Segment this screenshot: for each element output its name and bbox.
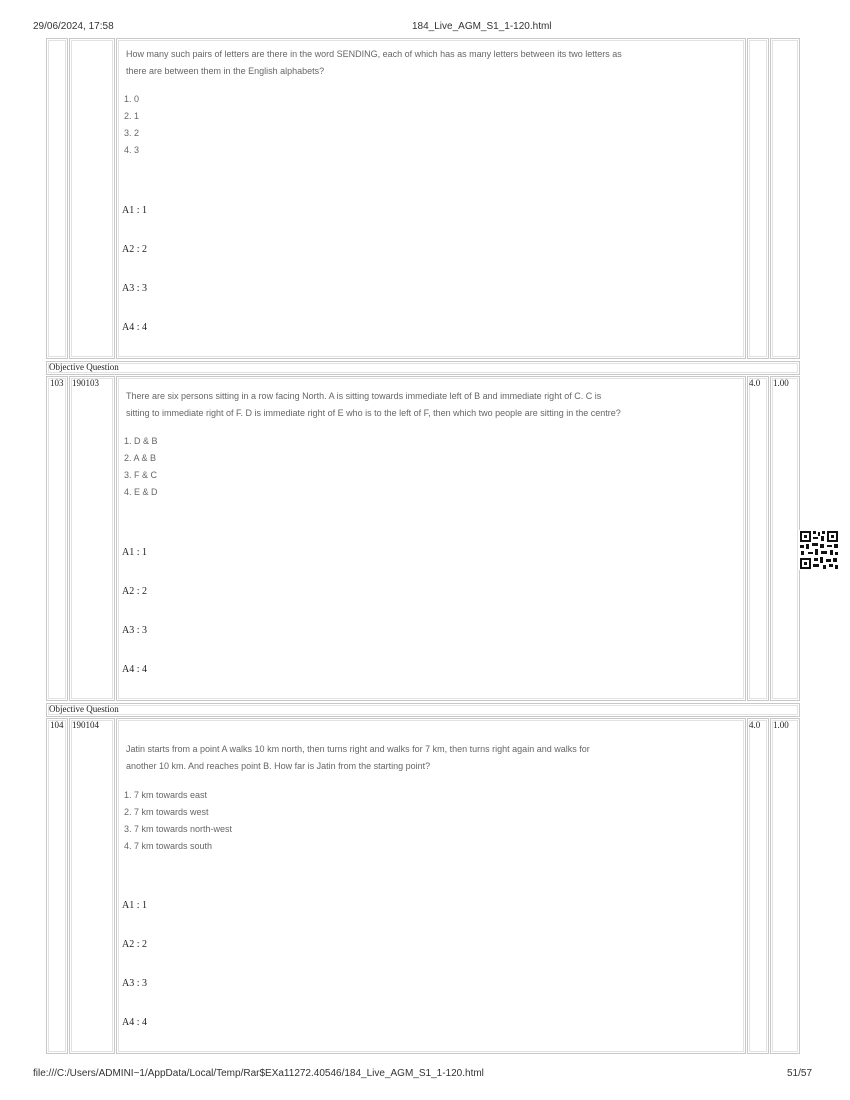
qid-cell — [69, 376, 115, 701]
neg-cell — [770, 376, 800, 701]
marks-value: 4.0 — [749, 378, 761, 388]
sno-cell — [46, 718, 68, 1054]
option-1: 1. 0 — [124, 94, 140, 104]
question-text: Jatin starts from a point A walks 10 km north, then turns right and walks for 7 km, then turns right again and walks for another 10 km. And reaches point B. How far is Jatin from the starting point? — [126, 744, 590, 771]
option-4: 4. 7 km towards south — [124, 841, 213, 851]
question-text: There are six persons sitting in a row facing North. A is sitting towards immediate left of B and immediate right of C. C is sitting to immediate right of F. D is immediate right of E who is to the left of F, then which two people are sitting in the centre? — [126, 391, 621, 418]
question-number: 104 — [50, 720, 64, 730]
page-number: 51/57 — [787, 1068, 813, 1079]
option-4: 4. E & D — [124, 487, 158, 497]
answer-1: A1 : 1 — [122, 547, 147, 558]
marks-cell — [747, 376, 769, 701]
option-3: 3. F & C — [124, 470, 158, 480]
qr-code-icon — [799, 530, 839, 570]
marks-value: 4.0 — [749, 720, 761, 730]
qid-cell — [69, 718, 115, 1054]
option-2: 2. A & B — [124, 453, 157, 463]
file-path: file:///C:/Users/ADMINI~1/AppData/Local/Temp/Rar$EXa11272.40546/184_Live_AGM_S1_1-120.html — [33, 1068, 484, 1079]
question-type-label: Objective Question — [49, 704, 119, 714]
sno-cell — [46, 38, 68, 359]
option-3: 3. 2 — [124, 128, 140, 138]
negative-marks-value: 1.00 — [773, 720, 789, 730]
print-doc-title: 184_Live_AGM_S1_1-120.html — [412, 21, 552, 32]
neg-cell — [770, 38, 800, 359]
print-datetime: 29/06/2024, 17:58 — [33, 21, 114, 32]
option-3: 3. 7 km towards north-west — [124, 824, 233, 834]
question-text: How many such pairs of letters are there in the word SENDING, each of which has as many letters between its two letters as there are between them in the English alphabets? — [126, 49, 622, 76]
answer-3: A3 : 3 — [122, 625, 147, 636]
marks-cell — [747, 718, 769, 1054]
option-1: 1. 7 km towards east — [124, 790, 208, 800]
answer-1: A1 : 1 — [122, 205, 147, 216]
answer-4: A4 : 4 — [122, 1017, 147, 1028]
option-1: 1. D & B — [124, 436, 158, 446]
sno-cell — [46, 376, 68, 701]
answer-2: A2 : 2 — [122, 244, 147, 255]
answer-3: A3 : 3 — [122, 978, 147, 989]
answer-1: A1 : 1 — [122, 900, 147, 911]
option-2: 2. 1 — [124, 111, 140, 121]
answer-3: A3 : 3 — [122, 283, 147, 294]
neg-cell — [770, 718, 800, 1054]
marks-cell — [747, 38, 769, 359]
answer-2: A2 : 2 — [122, 586, 147, 597]
question-id: 190104 — [72, 720, 99, 730]
answer-4: A4 : 4 — [122, 664, 147, 675]
qid-cell — [69, 38, 115, 359]
question-type-row — [46, 361, 800, 375]
question-cell — [116, 376, 746, 701]
answer-2: A2 : 2 — [122, 939, 147, 950]
option-4: 4. 3 — [124, 145, 140, 155]
question-type-label: Objective Question — [49, 362, 119, 372]
question-id: 190103 — [72, 378, 99, 388]
question-cell — [116, 38, 746, 359]
question-number: 103 — [50, 378, 64, 388]
option-2: 2. 7 km towards west — [124, 807, 209, 817]
question-type-row — [46, 703, 800, 717]
answer-4: A4 : 4 — [122, 322, 147, 333]
negative-marks-value: 1.00 — [773, 378, 789, 388]
